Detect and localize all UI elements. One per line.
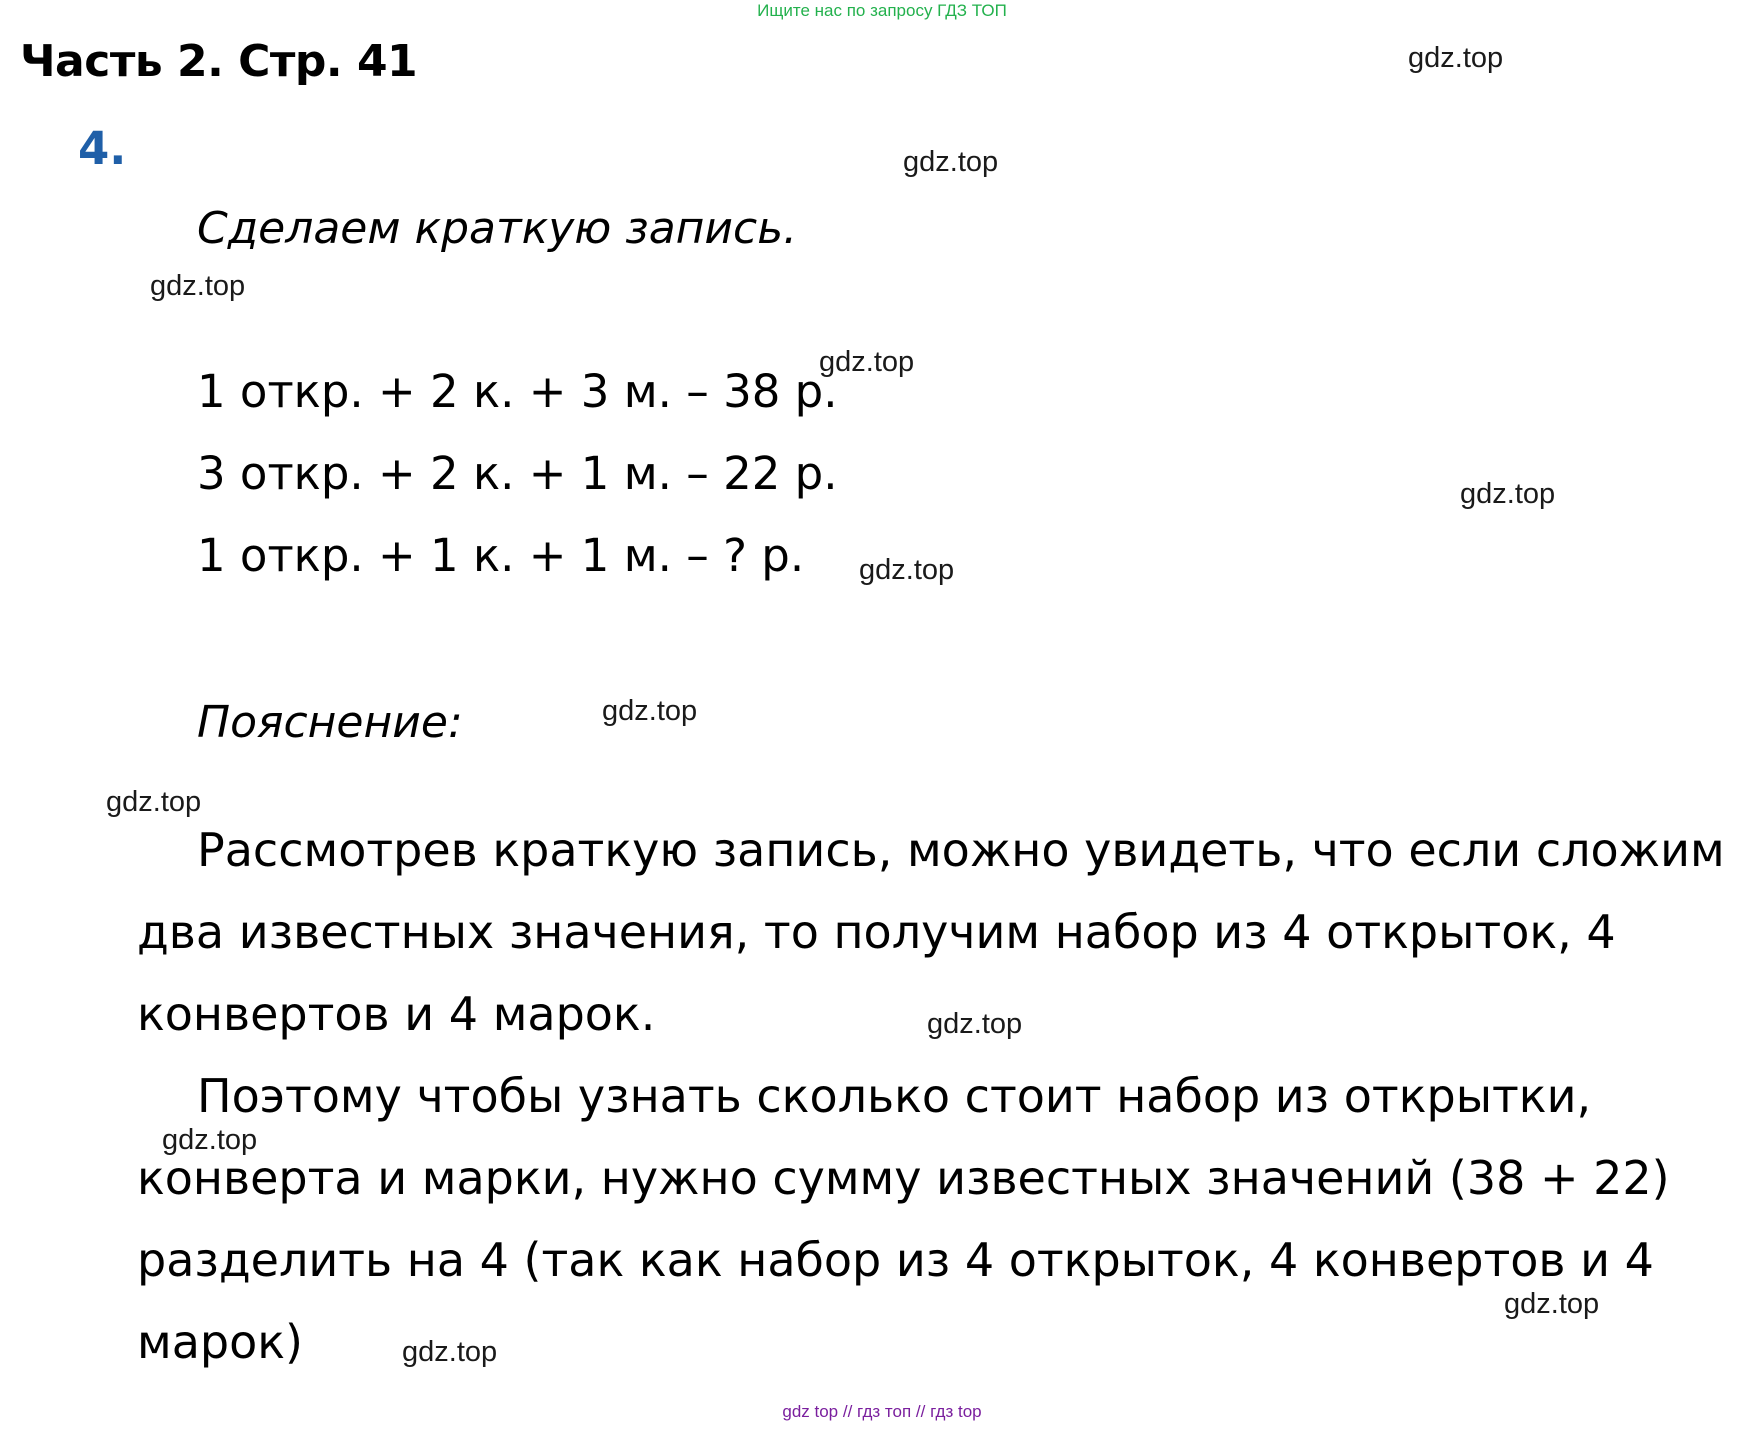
short-note-heading: Сделаем краткую запись. [197, 203, 798, 254]
explanation-line-5: конверта и марки, нужно сумму известных значений (38 + 22) [137, 1151, 1670, 1205]
watermark: gdz.top [859, 554, 955, 586]
task-number: 4. [78, 122, 127, 175]
footer-watermark [0, 1402, 1764, 1422]
explanation-heading: Пояснение: [197, 697, 463, 748]
explanation-line-7: марок) [137, 1315, 303, 1369]
watermark: gdz.top [106, 786, 202, 818]
footer-separator: // [915, 1402, 926, 1421]
top-banner: Ищите нас по запросу ГДЗ ТОП [757, 1, 1007, 20]
footer-text-3: гдз top [930, 1402, 982, 1421]
watermark: gdz.top [402, 1336, 498, 1368]
equation-line-3: 1 откр. + 1 к. + 1 м. – ? р. [197, 529, 805, 582]
explanation-line-4: Поэтому чтобы узнать сколько стоит набор из открытки, [197, 1069, 1592, 1123]
explanation-line-3: конвертов и 4 марок. [137, 987, 656, 1041]
watermark: gdz.top [819, 346, 915, 378]
explanation-line-2: два известных значения, то получим набор из 4 открыток, 4 [137, 905, 1616, 959]
watermark: gdz.top [903, 146, 999, 178]
watermark: gdz.top [1460, 478, 1556, 510]
equation-line-1: 1 откр. + 2 к. + 3 м. – 38 р. [197, 365, 838, 418]
footer-text-2: гдз топ [857, 1402, 912, 1421]
watermark: gdz.top [162, 1124, 258, 1156]
watermark: gdz.top [602, 695, 698, 727]
watermark: gdz.top [927, 1008, 1023, 1040]
explanation-line-6: разделить на 4 (так как набор из 4 открыток, 4 конвертов и 4 [137, 1233, 1654, 1287]
footer-text-1: gdz top [782, 1402, 839, 1421]
equation-line-2: 3 откр. + 2 к. + 1 м. – 22 р. [197, 447, 838, 500]
watermark: gdz.top [1408, 42, 1504, 74]
watermark: gdz.top [150, 270, 246, 302]
explanation-line-1: Рассмотрев краткую запись, можно увидеть, что если сложим [197, 823, 1725, 877]
page-title: Часть 2. Стр. 41 [20, 36, 418, 87]
watermark: gdz.top [1504, 1288, 1600, 1320]
footer-separator: // [842, 1402, 853, 1421]
